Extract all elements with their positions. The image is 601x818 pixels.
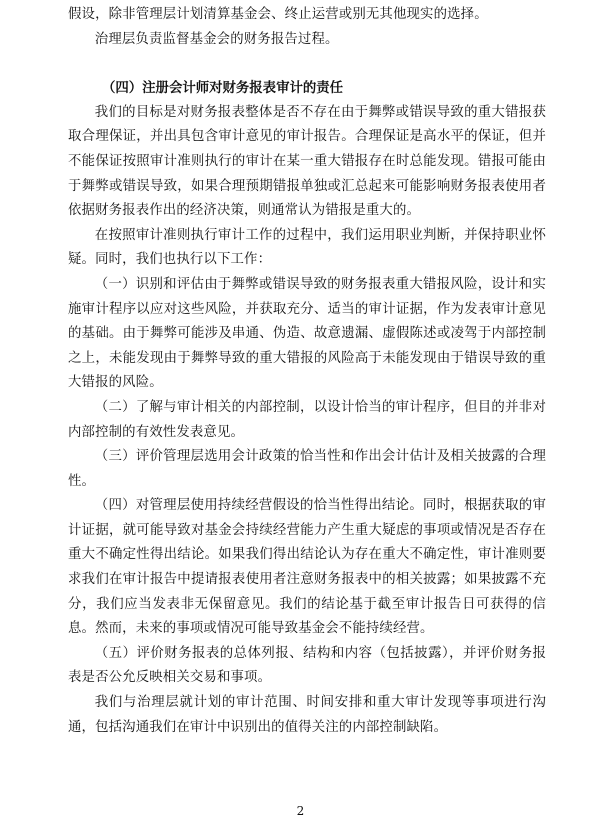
page-number: 2 bbox=[296, 804, 305, 818]
section-spacer bbox=[68, 52, 546, 76]
list-item-accounting-policies: （三）评价管理层选用会计政策的恰当性和作出会计估计及相关披露的合理性。 bbox=[68, 449, 546, 489]
paragraph-professional-judgment: 在按照审计准则执行审计工作的过程中，我们运用职业判断，并保持职业怀疑。同时，我们也执行以下工作： bbox=[68, 227, 546, 268]
list-item-risk-assessment: （一）识别和评估由于舞弊或错误导致的财务报表重大错报风险，设计和实施审计程序以应对这些风险，并获取充分、适当的审计证据，作为发表审计意见的基础。由于舞弊可能涉及串通、伪造、故意遗漏、虚假陈述或凌驾于内部控制之上，未能发现由于舞弊导致的重大错报的风险高于未能发现由于错误导致的重大错报的风险。 bbox=[68, 276, 546, 391]
section-heading: （四）注册会计师对财务报表审计的责任 bbox=[102, 80, 344, 97]
list-item-internal-control: （二）了解与审计相关的内部控制，以设计恰当的审计程序，但目的并非对内部控制的有效性发表意见。 bbox=[68, 399, 546, 440]
paragraph-going-concern-end: 假设，除非管理层计划清算基金会、终止运营或别无其他现实的选择。 bbox=[68, 7, 488, 22]
paragraph-governance-oversight: 治理层负责监督基金会的财务报告过程。 bbox=[94, 31, 339, 47]
paragraph-governance-communication: 我们与治理层就计划的审计范围、时间安排和重大审计发现等事项进行沟通，包括沟通我们在审计中识别出的值得关注的内部控制缺陷。 bbox=[68, 695, 546, 735]
document-body bbox=[68, 3, 546, 740]
list-item-overall-presentation: （五）评价财务报表的总体列报、结构和内容（包括披露），并评价财务报表是否公允反映相关交易和事项。 bbox=[68, 645, 546, 686]
list-item-going-concern: （四）对管理层使用持续经营假设的恰当性得出结论。同时，根据获取的审计证据，就可能导致对基金会持续经营能力产生重大疑虑的事项或情况是否存在重大不确定性得出结论。如果我们得出结论认为存在重大不确定性，审计准则要求我们在审计报告中提请报表使用者注意财务报表中的相关披露；如果披露不充分，我们应当发表非无保留意见。我们的结论基于截至审计报告日可获得的信息。然而，未来的事项或情况可能导致基金会不能持续经营。 bbox=[68, 498, 546, 637]
paragraph-audit-objective: 我们的目标是对财务报表整体是否不存在由于舞弊或错误导致的重大错报获取合理保证，并出具包含审计意见的审计报告。合理保证是高水平的保证，但并不能保证按照审计准则执行的审计在某一重大错报存在时总能发现。错报可能由于舞弊或错误导致，如果合理预期错报单独或汇总起来可能影响财务报表使用者依据财务报表作出的经济决策，则通常认为错报是重大的。 bbox=[68, 104, 546, 219]
